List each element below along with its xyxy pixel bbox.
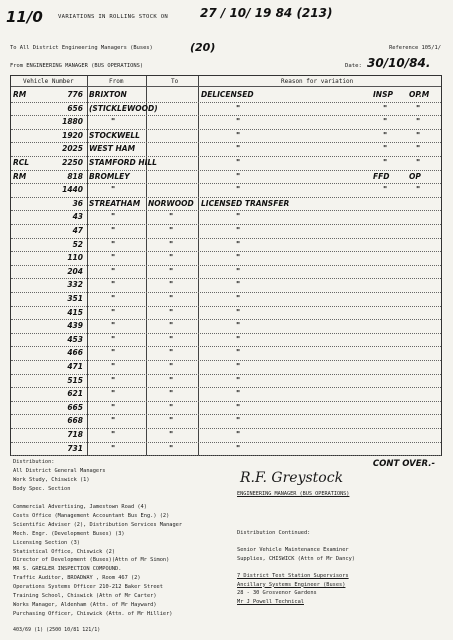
vehicle-number: 453	[67, 334, 83, 344]
to-line: To All District Engineering Managers (Buses)	[10, 45, 153, 51]
from-garage: "	[111, 307, 116, 317]
variation-reason: "	[236, 430, 241, 439]
to-garage: "	[169, 416, 174, 426]
variation-reason: "	[236, 239, 241, 249]
variation-reason: "	[236, 212, 241, 222]
from-garage: "	[111, 443, 116, 453]
from-line: From ENGINEERING MANAGER (BUS OPERATIONS)	[10, 63, 144, 69]
table-row	[11, 172, 441, 186]
distribution-line: Mr J Powell Technical	[237, 598, 304, 605]
variation-reason: "	[236, 253, 241, 263]
table-row	[11, 104, 441, 118]
signature: R.F. Greystock	[240, 470, 344, 486]
vehicle-number: 439	[67, 321, 83, 331]
distribution-line: Director of Development (Buses)(Attn of Mr Simon)	[13, 557, 170, 564]
from-garage: (STICKLEWOOD)	[89, 103, 158, 113]
variation-reason: DELICENSED	[201, 90, 254, 99]
to-garage: NORWOOD	[148, 198, 194, 208]
table-row	[11, 280, 441, 294]
to-garage: "	[169, 348, 174, 358]
variation-reason: "	[236, 185, 241, 195]
from-garage: BROMLEY	[89, 171, 130, 181]
distribution-line: Commercial Advertising, Jamestown Road (4)	[13, 503, 147, 510]
reference: Reference 105/1/	[389, 45, 441, 51]
vehicle-number: 1880	[62, 117, 83, 127]
reason-code: FFD	[373, 171, 390, 181]
to-garage: "	[169, 402, 174, 412]
table-row	[11, 444, 441, 458]
distribution-line: Work Study, Chiswick (1)	[13, 476, 90, 483]
table-row	[11, 389, 441, 403]
vehicle-number: 2250	[62, 158, 83, 167]
form-title: VARIATIONS IN ROLLING STOCK ON	[58, 14, 169, 20]
variation-reason: "	[236, 416, 241, 426]
continued-note: CONT OVER.-	[372, 459, 435, 469]
reason-code: "	[416, 185, 421, 195]
distribution-line: Distribution Continued:	[237, 530, 311, 536]
vehicle-number: 204	[67, 266, 83, 276]
form-footer: 403/69 (1) (2500 10/81 121/1)	[13, 627, 101, 633]
reason-code: "	[416, 130, 421, 140]
col-from: From	[109, 78, 124, 85]
from-garage: "	[111, 430, 116, 439]
vehicle-number: 351	[67, 294, 83, 303]
reason-code: "	[416, 144, 421, 154]
from-garage: "	[111, 266, 116, 276]
reason-code: "	[383, 103, 388, 113]
table-row	[11, 376, 441, 390]
variation-reason: "	[236, 117, 241, 127]
distribution-line: Purchasing Officer, Chiswick (Attn. of Mr Hillier)	[13, 611, 173, 618]
to-garage: "	[169, 334, 174, 344]
variation-reason: "	[236, 402, 241, 412]
distribution-line: Senior Vehicle Maintenance Examiner	[237, 547, 349, 554]
reason-code: OP	[409, 171, 421, 181]
distribution-line: Works Manager, Aldenham (Attn. of Mr Hayward)	[13, 602, 157, 609]
to-garage: "	[169, 443, 174, 453]
reason-code: "	[383, 185, 388, 195]
table-row	[11, 117, 441, 131]
vehicle-number: 1920	[62, 130, 83, 140]
date-label: Date:	[345, 63, 362, 69]
from-garage: "	[111, 362, 116, 371]
distribution-line: 7 District Test Station Supervisors	[237, 573, 349, 579]
to-garage: "	[169, 226, 174, 235]
table-row	[11, 131, 441, 145]
vehicle-number: 776	[67, 90, 83, 99]
from-garage: "	[111, 389, 116, 399]
table-row	[11, 240, 441, 254]
vehicle-number: 47	[72, 226, 83, 235]
reason-code: OP.M	[409, 90, 430, 99]
to-garage: "	[169, 294, 174, 303]
from-garage: "	[111, 117, 116, 127]
table-row	[11, 199, 441, 213]
col-reason: Reason for variation	[281, 78, 354, 85]
variation-reason: "	[236, 144, 241, 154]
variation-reason: "	[236, 266, 241, 276]
table-row	[11, 335, 441, 349]
vehicle-number: 52	[72, 239, 83, 249]
table-row	[11, 308, 441, 322]
variation-reason: "	[236, 321, 241, 331]
reason-code: "	[383, 117, 388, 127]
variation-reason: "	[236, 362, 241, 371]
from-garage: "	[111, 239, 116, 249]
from-garage: BRIXTON	[89, 90, 127, 99]
from-garage: "	[111, 402, 116, 412]
table-row	[11, 185, 441, 199]
from-garage: "	[111, 253, 116, 263]
variation-reason: "	[236, 294, 241, 303]
variations-table	[10, 75, 442, 456]
reason-code: "	[383, 130, 388, 140]
variation-reason: "	[236, 348, 241, 358]
vehicle-number: 665	[67, 402, 83, 412]
reason-code: "	[416, 158, 421, 167]
to-garage: "	[169, 266, 174, 276]
table-row	[11, 430, 441, 444]
distribution-line: Costs Office (Management Accountant Bus Eng.) (2)	[13, 512, 170, 519]
distribution-line: MR S. GREGLER INSPECTION COMPOUND.	[13, 566, 122, 573]
to-garage: "	[169, 307, 174, 317]
distribution-line: Licensing Section (3)	[13, 539, 80, 546]
distribution-line: Ancillary Systems Engineer (Buses)	[237, 581, 346, 588]
to-garage: "	[169, 389, 174, 399]
table-row	[11, 362, 441, 376]
col-to: To	[171, 78, 179, 85]
variation-reason: LICENSED TRANSFER	[201, 198, 290, 208]
form-mark: 11/0	[6, 8, 43, 26]
vehicle-number: 110	[67, 253, 83, 263]
table-row	[11, 416, 441, 430]
vehicle-number: 515	[67, 375, 83, 385]
table-row	[11, 253, 441, 267]
from-garage: "	[111, 375, 116, 385]
variation-reason: "	[236, 226, 241, 235]
col-vehicle-number: Vehicle Number	[23, 78, 74, 85]
variation-reason: "	[236, 307, 241, 317]
vehicle-prefix: RM	[13, 90, 27, 99]
variation-reason: "	[236, 375, 241, 385]
table-row	[11, 321, 441, 335]
reason-code: INSP	[373, 90, 393, 99]
variation-reason: "	[236, 334, 241, 344]
vehicle-number: 332	[67, 280, 83, 290]
distribution-line: Body Spec. Section	[13, 485, 71, 492]
distribution-line: Statistical Office, Chiswick (2)	[13, 548, 116, 555]
vehicle-number: 818	[67, 171, 83, 181]
to-garage: "	[169, 375, 174, 385]
from-garage: STAMFORD HILL	[89, 158, 157, 167]
vehicle-prefix: RM	[13, 171, 27, 181]
vehicle-number: 1440	[62, 185, 83, 195]
distribution-line: All District General Managers	[13, 467, 106, 474]
variation-reason: "	[236, 103, 241, 113]
distribution-line: Training School, Chiswick (Attn of Mr Carter)	[13, 593, 157, 600]
reason-code: "	[416, 103, 421, 113]
vehicle-number: 471	[67, 362, 83, 371]
to-garage: "	[169, 253, 174, 263]
to-number: (20)	[190, 41, 216, 54]
distribution-line: Supplies, CHISWICK (Attn of Mr Dancy)	[237, 555, 355, 562]
table-row	[11, 90, 441, 104]
form-number: 27 / 10/ 19 84 (213)	[200, 6, 333, 20]
date-value: 30/10/84.	[367, 56, 431, 70]
reason-code: "	[383, 158, 388, 167]
table-row	[11, 226, 441, 240]
table-row	[11, 348, 441, 362]
table-row	[11, 403, 441, 417]
from-garage: "	[111, 294, 116, 303]
variation-reason: "	[236, 158, 241, 167]
variation-reason: "	[236, 389, 241, 399]
signature-title: ENGINEERING MANAGER (BUS OPERATIONS)	[237, 491, 350, 497]
table-row	[11, 158, 441, 172]
table-row	[11, 144, 441, 158]
reason-code: "	[383, 144, 388, 154]
from-garage: "	[111, 280, 116, 290]
to-garage: "	[169, 362, 174, 371]
vehicle-number: 668	[67, 416, 83, 426]
table-row	[11, 267, 441, 281]
variation-reason: "	[236, 130, 241, 140]
vehicle-number: 718	[67, 430, 83, 439]
vehicle-prefix: RCL	[13, 158, 30, 167]
distribution-line: Scientific Adviser (2), Distribution Services Manager	[13, 521, 183, 528]
distribution-line: 28 - 30 Grosvenor Gardens	[237, 590, 317, 597]
table-row	[11, 212, 441, 226]
vehicle-number: 466	[67, 348, 83, 358]
variation-reason: "	[236, 171, 241, 181]
vehicle-number: 731	[67, 443, 83, 453]
from-garage: "	[111, 226, 116, 235]
vehicle-number: 43	[72, 212, 83, 222]
to-garage: "	[169, 239, 174, 249]
distribution-line: Traffic Auditor, BROADWAY , Room 467 (2)	[13, 575, 141, 582]
distribution-line: Mech. Engr. (Development Buses) (3)	[13, 530, 125, 537]
vehicle-number: 36	[72, 198, 83, 208]
vehicle-number: 656	[67, 103, 83, 113]
from-garage: WEST HAM	[89, 144, 136, 154]
vehicle-number: 2025	[62, 144, 83, 154]
from-garage: STOCKWELL	[89, 130, 140, 140]
reason-code: "	[416, 117, 421, 127]
from-garage: "	[111, 185, 116, 195]
from-garage: "	[111, 334, 116, 344]
from-garage: "	[111, 212, 116, 222]
vehicle-number: 621	[67, 389, 83, 399]
to-garage: "	[169, 321, 174, 331]
distribution-line: Distribution:	[13, 459, 55, 465]
to-garage: "	[169, 280, 174, 290]
to-garage: "	[169, 212, 174, 222]
variation-reason: "	[236, 280, 241, 290]
from-garage: "	[111, 348, 116, 358]
variation-reason: "	[236, 443, 241, 453]
from-garage: STREATHAM	[89, 198, 141, 208]
to-garage: "	[169, 430, 174, 439]
table-row	[11, 294, 441, 308]
from-garage: "	[111, 416, 116, 426]
vehicle-number: 415	[67, 307, 83, 317]
from-garage: "	[111, 321, 116, 331]
distribution-line: Operations Systems Officer 210-212 Baker Street	[13, 584, 163, 591]
header-divider	[11, 86, 441, 87]
